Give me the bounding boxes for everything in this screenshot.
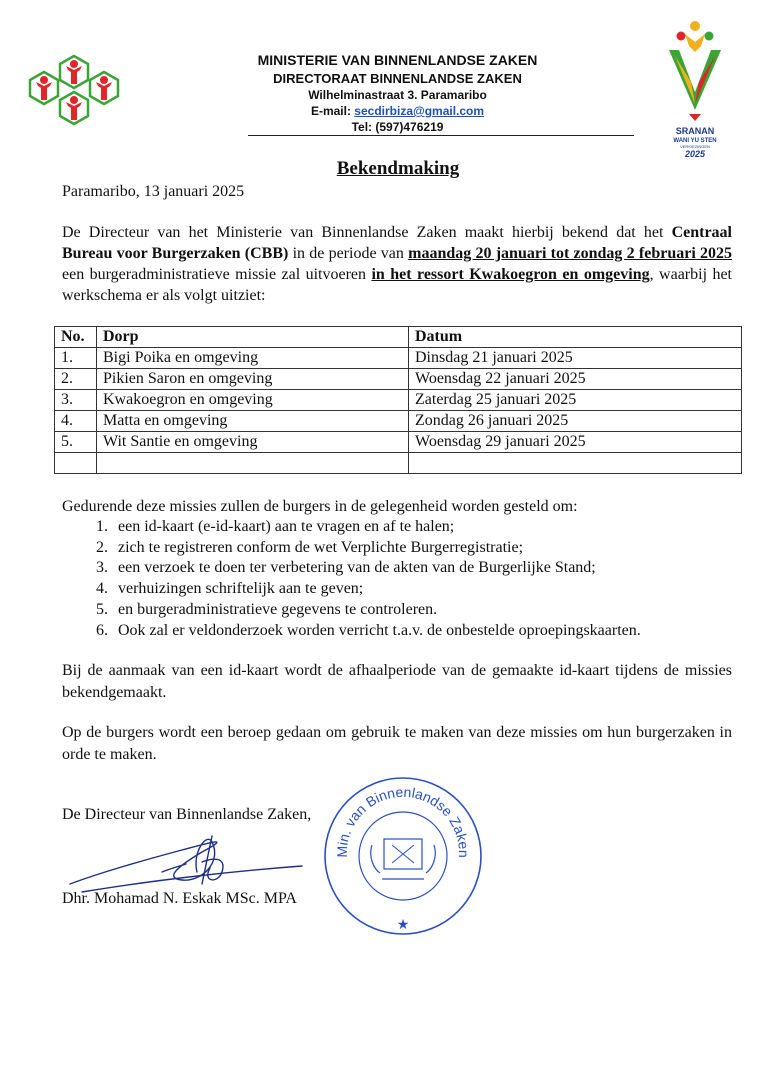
stamp-text: Min. van Binnenlandse Zaken <box>333 783 473 858</box>
intro-text-1: De Directeur van het Ministerie van Binnenlandse Zaken maakt hierbij bekend dat het <box>62 224 672 241</box>
list-item <box>96 621 641 642</box>
intro-period: maandag 20 januari tot zondag 2 februari 2025 <box>408 245 732 262</box>
appeal-paragraph: Op de burgers wordt een beroep gedaan om gebruik te maken van deze missies om hun burgerzaken in orde te maken. <box>62 724 732 763</box>
list-text: een id-kaart (e-id-kaart) aan te vragen en af te halen; <box>118 518 455 535</box>
list-number: 2. <box>96 538 108 556</box>
cell-datum: Zaterdag 25 januari 2025 <box>409 390 742 411</box>
table-row <box>55 411 742 432</box>
list-item <box>96 558 641 579</box>
handwritten-signature <box>62 822 322 900</box>
cell-no: 5. <box>55 432 97 453</box>
cell-no <box>55 453 97 474</box>
cell-datum: Dinsdag 21 januari 2025 <box>409 348 742 369</box>
cell-dorp <box>97 453 409 474</box>
list-text: en burgeradministratieve gegevens te controleren. <box>118 600 438 618</box>
place-date: Paramaribo, 13 januari 2025 <box>62 183 245 200</box>
election-logo-year: 2025 <box>684 149 706 159</box>
intro-cbb: Centraal Bureau voor Burgerzaken (CBB) <box>62 224 732 262</box>
election-logo <box>655 12 735 162</box>
official-stamp <box>322 775 484 937</box>
list-text: een verzoek te doen ter verbetering van de akten van de Burgerlijke Stand; <box>118 559 596 577</box>
cell-dorp: Wit Santie en omgeving <box>97 432 409 453</box>
table-row <box>55 390 742 411</box>
schedule-table <box>54 326 742 474</box>
cell-datum: Woensdag 22 januari 2025 <box>409 369 742 390</box>
cell-no: 3. <box>55 390 97 411</box>
list-text: zich te registreren conform de wet Verplichte Burgerregistratie; <box>118 538 524 556</box>
table-row-empty <box>55 453 742 474</box>
star-icon: ★ <box>396 917 410 933</box>
list-number: 1. <box>96 518 108 535</box>
col-header-dorp: Dorp <box>97 327 409 348</box>
cell-datum: Woensdag 29 januari 2025 <box>409 432 742 453</box>
list-number: 5. <box>96 600 108 618</box>
cell-no: 1. <box>55 348 97 369</box>
cell-dorp: Matta en omgeving <box>97 411 409 432</box>
cell-datum: Zondag 26 januari 2025 <box>409 411 742 432</box>
email-label: E-mail: <box>310 104 355 118</box>
list-text: verhuizingen schriftelijk aan te geven; <box>118 580 364 598</box>
intro-text-2: in de periode van <box>288 245 409 262</box>
cell-no: 4. <box>55 411 97 432</box>
election-logo-line1: SRANAN <box>675 126 715 136</box>
list-number: 4. <box>96 580 108 598</box>
directorate-name: DIRECTORAAT BINNENLANDSE ZAKEN <box>273 71 522 86</box>
election-logo-line2: WANI YU STEN <box>673 138 717 144</box>
list-text: Ook zal er veldonderzoek worden verricht t.a.v. de onbestelde oproepingskaarten. <box>118 621 641 639</box>
col-header-datum: Datum <box>409 327 742 348</box>
intro-location: in het ressort Kwakoegron en omgeving <box>371 266 650 283</box>
ministry-name: MINISTERIE VAN BINNENLANDSE ZAKEN <box>257 52 538 68</box>
cell-no: 2. <box>55 369 97 390</box>
col-header-no: No. <box>55 327 97 348</box>
signatory-name: Dhr. Mohamad N. Eskak MSc. MPA <box>62 890 297 907</box>
table-row <box>55 369 742 390</box>
missions-intro: Gedurende deze missies zullen de burgers in de gelegenheid worden gesteld om: <box>62 498 578 515</box>
table-header-row <box>55 327 742 348</box>
cell-dorp: Pikien Saron en omgeving <box>97 369 409 390</box>
email-line <box>200 104 595 118</box>
ministry-logo <box>14 52 134 140</box>
election-logo-line3: VERKIEZINGEN <box>680 144 710 149</box>
table-row <box>55 432 742 453</box>
list-item <box>96 600 641 621</box>
list-item <box>96 538 641 559</box>
list-item <box>96 579 641 600</box>
telephone: Tel: (597)476219 <box>351 120 444 134</box>
intro-paragraph <box>62 222 732 306</box>
pickup-paragraph: Bij de aanmaak van een id-kaart wordt de afhaalperiode van de gemaakte id-kaart tijdens de missies bekendgemaakt. <box>62 662 732 701</box>
document-title: Bekendmaking <box>336 158 460 179</box>
cell-dorp: Kwakoegron en omgeving <box>97 390 409 411</box>
cell-datum <box>409 453 742 474</box>
intro-text-4: , waarbij het werkschema er als volgt uitziet: <box>62 266 732 304</box>
table-row <box>55 348 742 369</box>
address: Wilhelminastraat 3. Paramaribo <box>308 88 487 102</box>
list-item <box>96 517 641 538</box>
header-divider <box>248 135 634 136</box>
email-link[interactable]: secdirbiza@gmail.com <box>354 104 485 118</box>
cell-dorp: Bigi Poika en omgeving <box>97 348 409 369</box>
signatory-title: De Directeur van Binnenlandse Zaken, <box>62 806 312 823</box>
list-number: 6. <box>96 621 108 639</box>
list-number: 3. <box>96 559 108 577</box>
intro-text-3: een burgeradministratieve missie zal uitvoeren <box>62 266 372 283</box>
missions-list <box>96 517 641 641</box>
